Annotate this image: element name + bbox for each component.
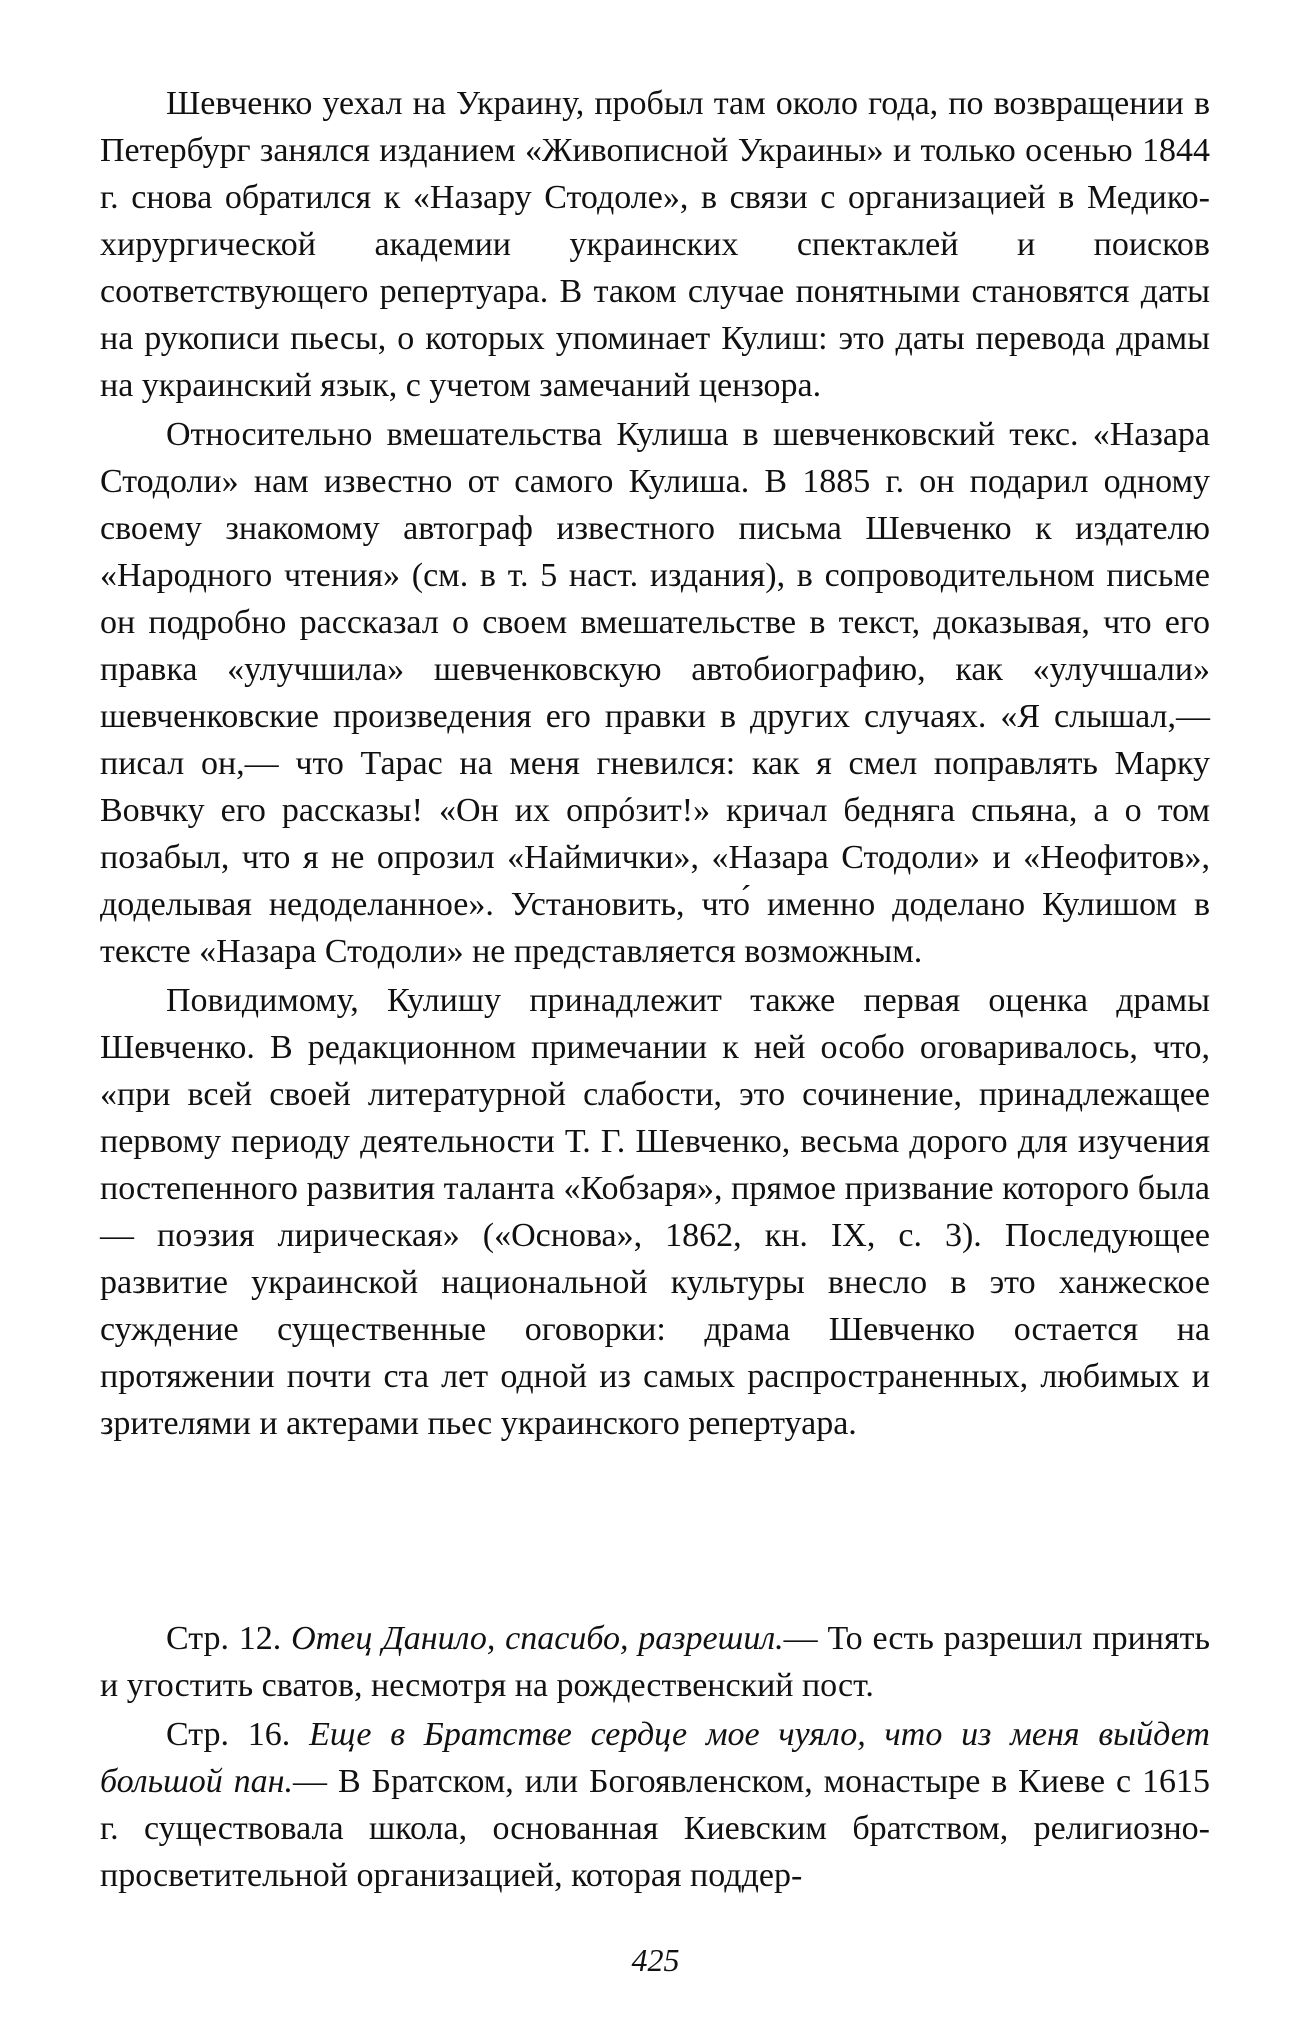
commentary-note xyxy=(100,1711,1210,1899)
quoted-text: Отец Данило, спасибо, разрешил. xyxy=(291,1620,784,1657)
commentary-note xyxy=(100,1615,1210,1709)
quoted-text: Еще в Братстве сердце мое чуяло, что из меня выйдет большой пан. xyxy=(100,1716,1210,1800)
page-reference: Стр. 12. xyxy=(166,1620,282,1657)
paragraph: Относительно вмешательства Кулиша в шевченковский текс. «Назара Стодоли» нам известно от самого Кулиша. В 1885 г. он подарил одному своему знакомому автограф известного письма Шевченко к издателю «Народного чтения» (см. в т. 5 наст. издания), в сопроводительном письме он подробно рассказал о своем вмешательстве в текст, доказывая, что его правка «улучшила» шевченковскую автобиографию, как «улучшали» шевченковские произведения его правки в других случаях. «Я слышал,— писал он,— что Тарас на меня гневился: как я смел поправлять Марку Вовчку его рассказы! «Он их опрóзит!» кричал бедняга спьяна, а о том позабыл, что я не опрозил «Наймички», «Назара Стодоли» и «Неофитов», доделывая недоделанное». Установить, что́ именно доделано Кулишом в тексте «Назара Стодоли» не представляется возможным. xyxy=(100,416,1210,970)
commentary-notes xyxy=(100,1615,1210,1899)
page-number: 425 xyxy=(631,1942,680,1978)
note-text: — То есть разрешил принять и угостить сватов, несмотря на рождественский пост. xyxy=(100,1620,1211,1704)
paragraph: Шевченко уехал на Украину, пробыл там около года, по возвращении в Петербург занялся изданием «Живописной Украины» и только осенью 1844 г. снова обратился к «Назару Стодоле», в связи с организацией в Медико-хирургической академии украинских спектаклей и поисков соответствующего репертуара. В таком случае понятными становятся даты на рукописи пьесы, о которых упоминает Кулиш: это даты перевода драмы на украинский язык, с учетом замечаний цензора. xyxy=(100,85,1210,404)
main-text xyxy=(100,80,1210,1447)
paragraph: Повидимому, Кулишу принадлежит также первая оценка драмы Шевченко. В редакционном примечании к ней особо оговаривалось, что, «при всей своей литературной слабости, это сочинение, принадлежащее первому периоду деятельности Т. Г. Шевченко, весьма дорого для изучения постепенного развития таланта «Кобзаря», прямое призвание которого была — поэзия лирическая» («Основа», 1862, кн. IX, с. 3). Последующее развитие украинской национальной культуры внесло в это ханжеское суждение существенные оговорки: драма Шевченко остается на протяжении почти ста лет одной из самых распространенных, любимых и зрителями и актерами пьес украинского репертуара. xyxy=(100,982,1210,1442)
note-text: — В Братском, или Богоявленском, монастыре в Киеве с 1615 г. существовала школа, основанная Киевским братством, религиозно-просветительной организацией, которая поддер- xyxy=(100,1763,1210,1894)
page-reference: Стр. 16. xyxy=(166,1716,291,1753)
